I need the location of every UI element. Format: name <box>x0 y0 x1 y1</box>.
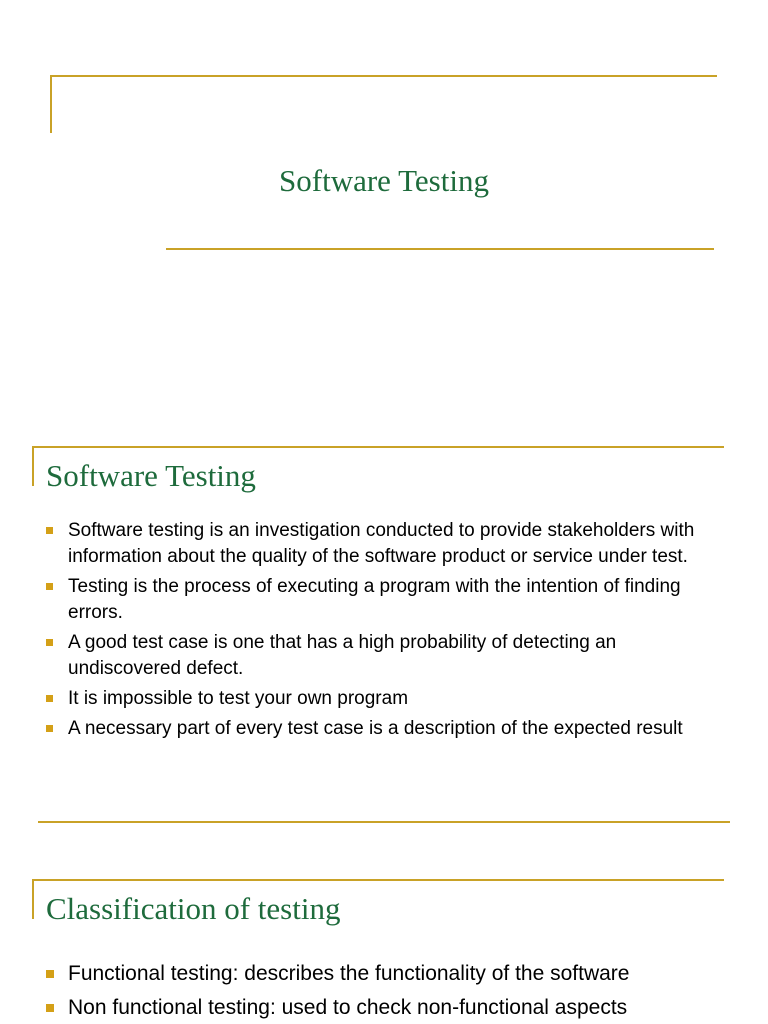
bullet-list <box>46 959 746 1023</box>
square-bullet-icon <box>46 639 53 646</box>
title-underline <box>166 248 714 250</box>
bottom-rule <box>38 821 730 823</box>
list-item <box>46 574 718 626</box>
slide-title: Software Testing <box>279 163 489 198</box>
square-bullet-icon <box>46 527 53 534</box>
bullet-text: A necessary part of every test case is a description of the expected result <box>68 718 683 739</box>
square-bullet-icon <box>46 970 54 978</box>
square-bullet-icon <box>46 1004 54 1012</box>
bullet-text: Non functional testing: used to check non-functional aspects <box>68 996 628 1019</box>
list-item <box>46 686 718 712</box>
left-rule <box>32 446 34 486</box>
list-item <box>46 993 746 1023</box>
bullet-text: It is impossible to test your own program <box>68 688 409 709</box>
bullet-text: A good test case is one that has a high probability of detecting an undiscovered defect. <box>68 632 617 679</box>
top-rule <box>50 75 717 77</box>
left-rule <box>32 879 34 919</box>
bullet-text: Functional testing: describes the functionality of the software <box>68 962 630 985</box>
top-rule <box>32 446 724 448</box>
bullet-list <box>46 518 718 742</box>
left-rule <box>50 75 52 133</box>
square-bullet-icon <box>46 583 53 590</box>
list-item <box>46 959 746 989</box>
top-rule <box>32 879 724 881</box>
bullet-text: Software testing is an investigation conducted to provide stakeholders with information about the quality of the software product or service under test. <box>68 520 695 567</box>
slide-title: Classification of testing <box>46 891 341 926</box>
list-item <box>46 518 718 570</box>
list-item <box>46 716 718 742</box>
slide-title: Software Testing <box>46 458 256 493</box>
square-bullet-icon <box>46 725 53 732</box>
list-item <box>46 630 718 682</box>
bullet-text: Testing is the process of executing a program with the intention of finding errors. <box>68 576 681 623</box>
square-bullet-icon <box>46 695 53 702</box>
